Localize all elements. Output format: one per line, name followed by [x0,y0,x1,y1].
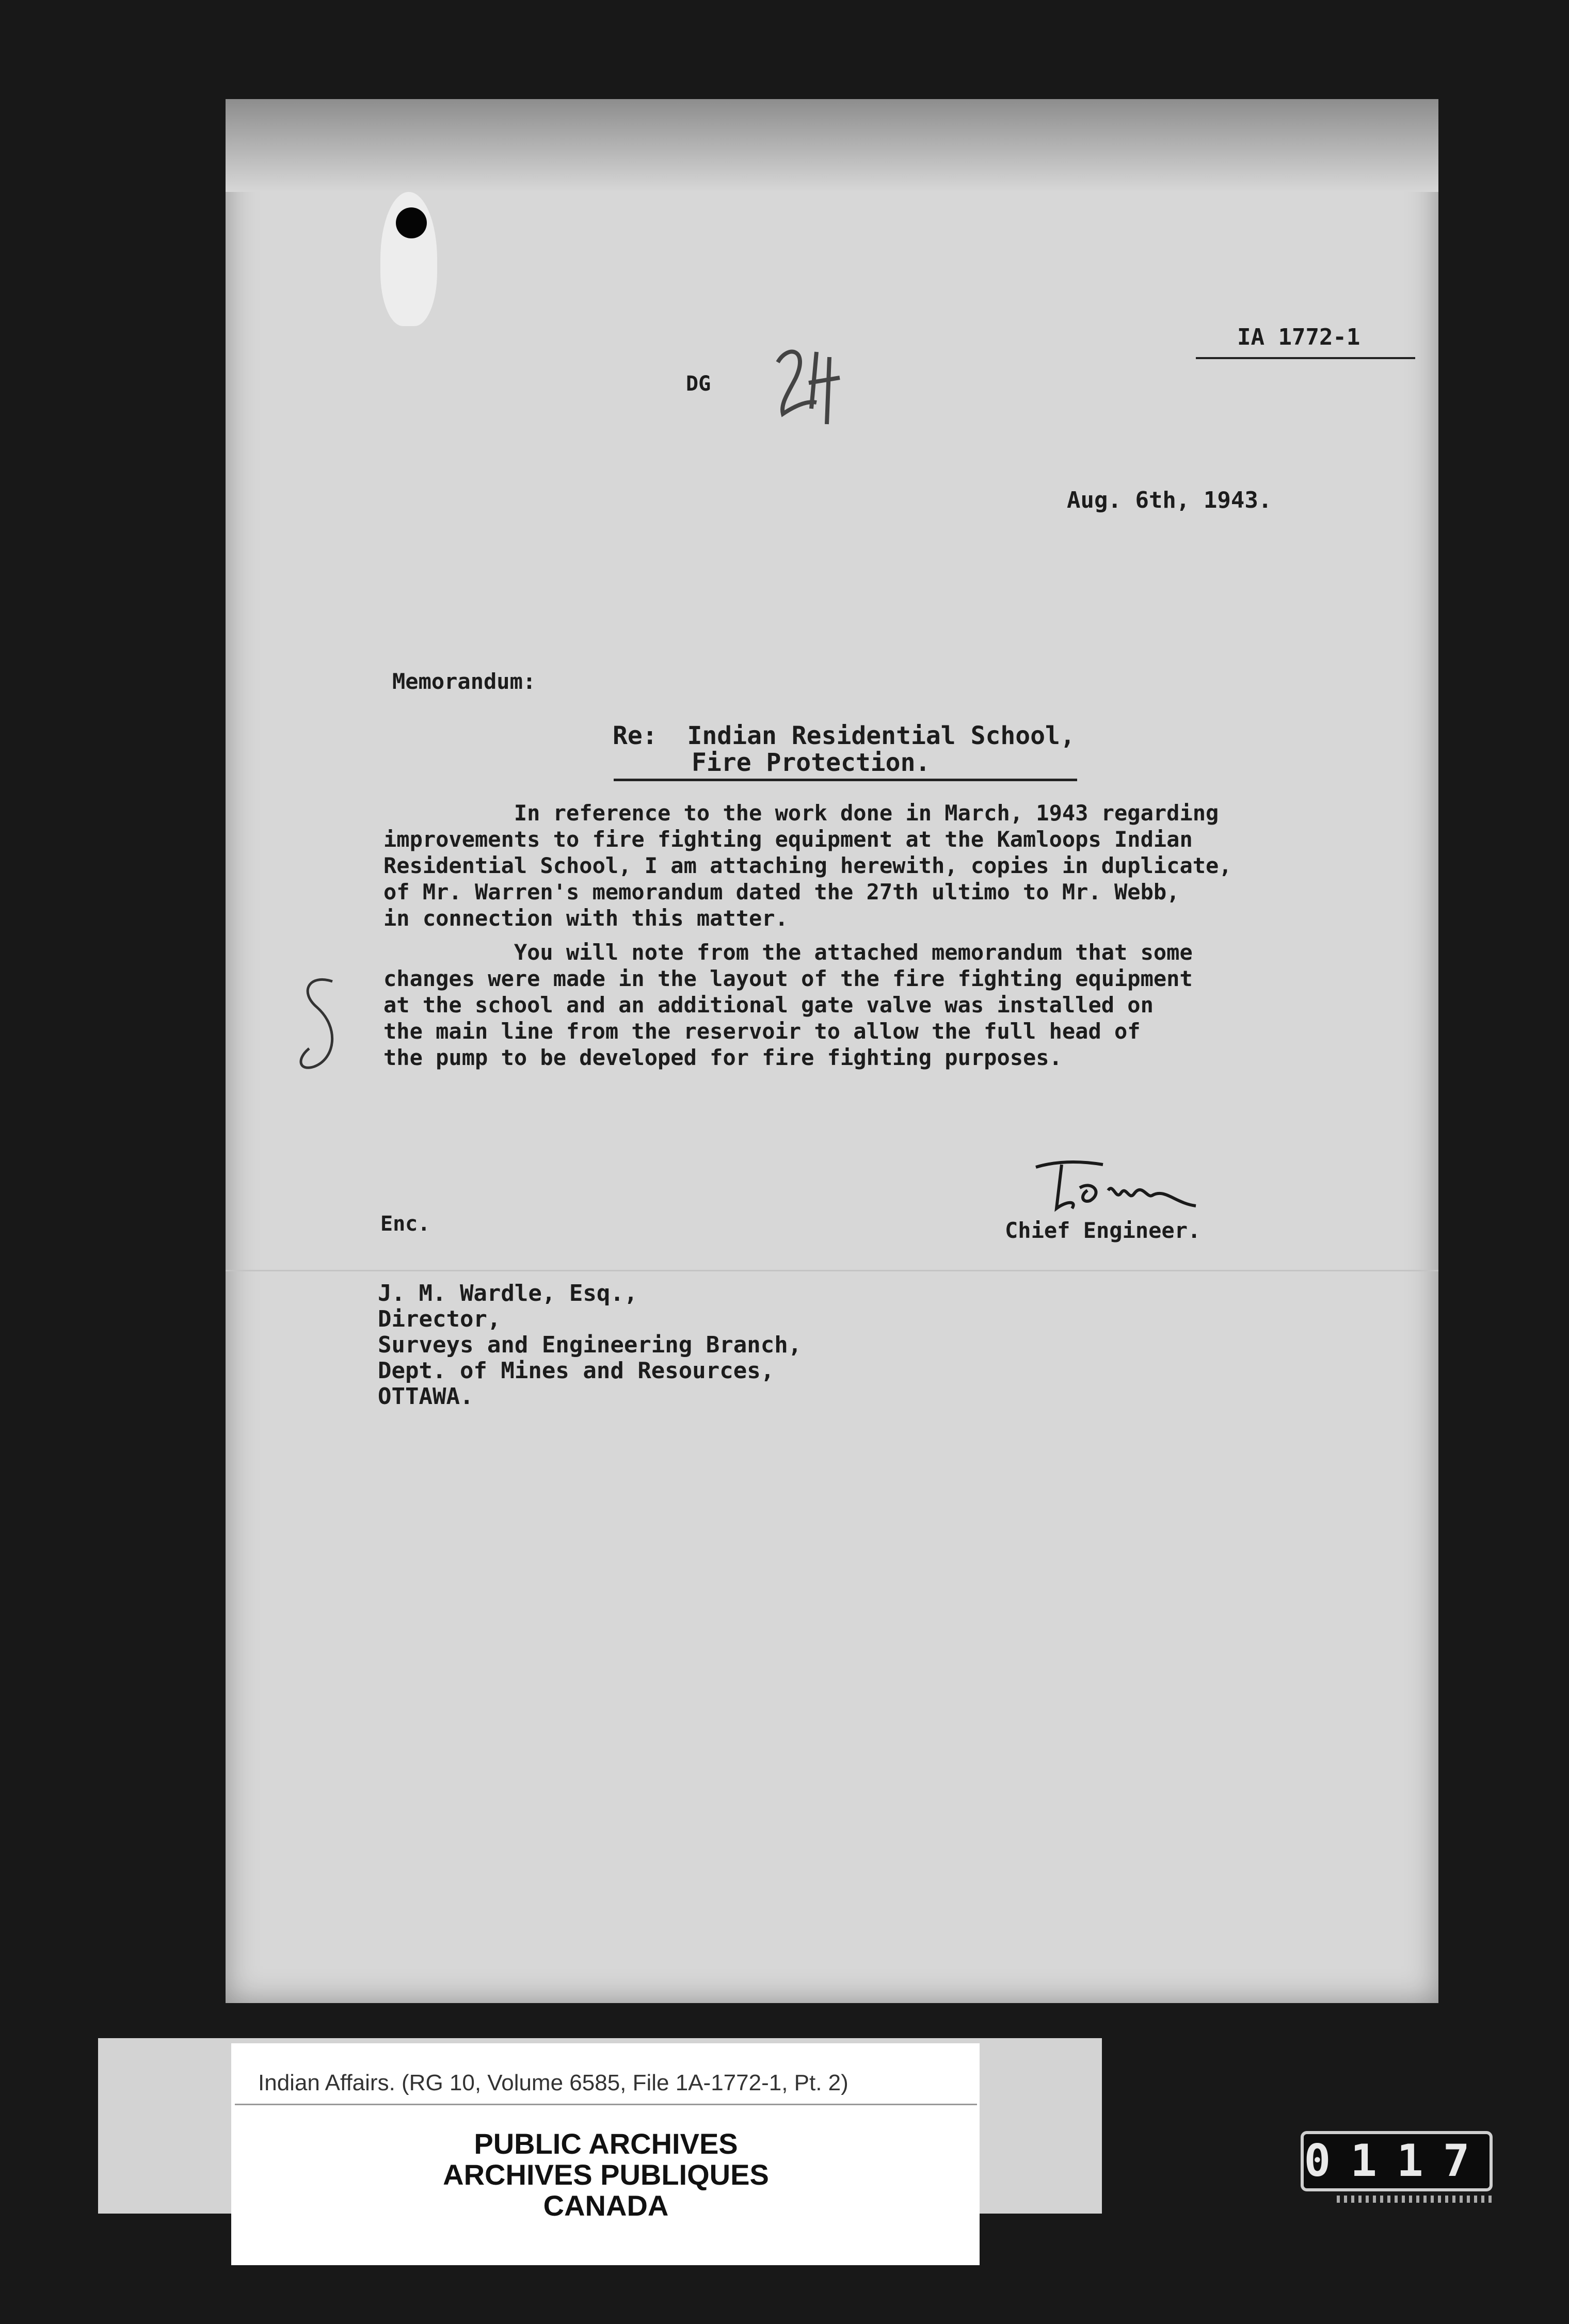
page-shading [226,99,1438,192]
archives-stamp [235,2128,977,2221]
counter-tick-marks [1337,2196,1492,2203]
memo-heading: Memorandum: [392,669,536,694]
handwritten-signature [1031,1152,1201,1224]
enclosure-note: Enc. [380,1212,430,1236]
page-fold-line [226,1270,1438,1271]
recipient-address: J. M. Wardle, Esq., Director, Surveys and Engineering Branch, Dept. of Mines and Resources, OTTAWA. [378,1280,802,1410]
body-paragraph-1: In reference to the work done in March, 1943 regarding improvements to fire fighting equipment at the Kamloops Indian Residential School, I am attaching herewith, copies in duplicate, of Mr. Warren's memorandum dated the 27th ultimo to Mr. Webb, in connection with this matter. [383,800,1232,931]
body-paragraph-2: You will note from the attached memorandum that some changes were made in the layout of the fire fighting equipment at the school and an additional gate valve was installed on the main line from the reservoir to allow the full head of the pump to be developed for fire fighting purposes. [383,940,1193,1070]
memo-date: Aug. 6th, 1943. [1067,487,1272,513]
file-number: IA 1772-1 [1237,324,1360,350]
routing-code: DG [686,372,711,396]
archives-line-country: CANADA [543,2189,669,2222]
archives-line-fr: ARCHIVES PUBLIQUES [443,2158,769,2191]
subject-line-1: Re: Indian Residential School, [613,721,1075,750]
archives-line-en: PUBLIC ARCHIVES [474,2127,738,2160]
subject-line-2: Fire Protection. [692,748,931,777]
archive-label-divider [235,2104,977,2105]
frame-counter: 0117 [1301,2131,1493,2191]
file-number-underline [1196,357,1415,359]
archive-reference-caption: Indian Affairs. (RG 10, Volume 6585, File 1A-1772-1, Pt. 2) [258,2070,848,2095]
punch-hole [396,207,427,238]
signature-title: Chief Engineer. [1005,1218,1201,1243]
subject-underline [614,779,1077,781]
handwritten-page-number [767,342,845,429]
handwritten-margin-mark [289,971,350,1074]
memo-page [226,99,1438,2003]
